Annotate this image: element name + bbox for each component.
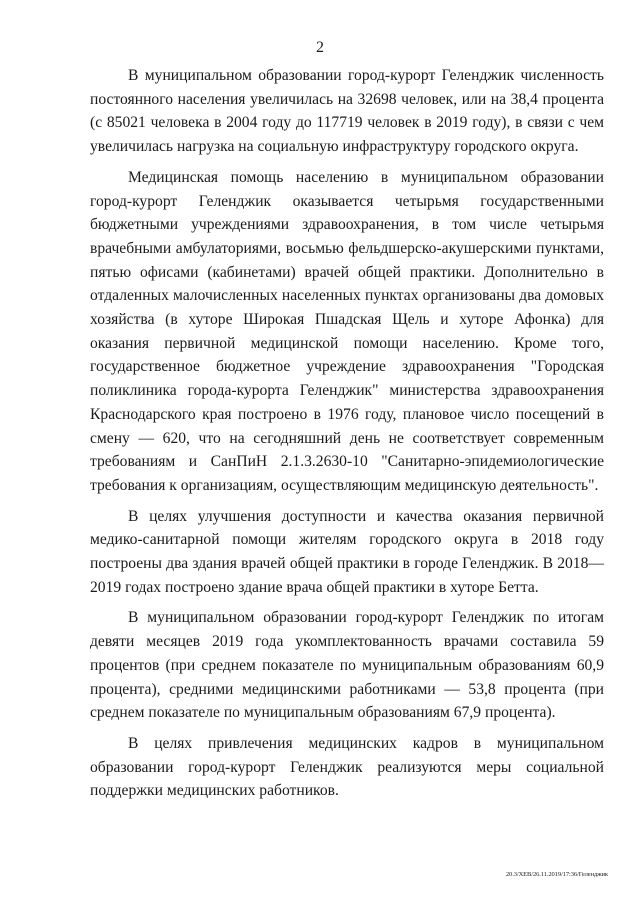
paragraph-social-support: В целях привлечения медицинских кадров в муниципальном образовании город-курорт Геленджик реализуются меры социальной поддержки медицинских работников. — [90, 734, 604, 800]
footer-stamp: 20.3/ХЕВ/26.11.2019/17:36/Геленджик — [505, 871, 608, 878]
paragraph-medical-care: Медицинская помощь населению в муниципальном образовании город-курорт Геленджик оказывается четырьмя государственными бюджетными учреждениями здравоохранения, в том числе четырьмя врачебными амбулаториями, восьмью фельдшерско-акушерскими пунктами, пятью офисами (кабинетами) врачей общей практики. Дополнительно в отдаленных малочисленных населенных пунктах организованы два домовых хозяйства (в хуторе Широкая Пшадская Щель и хуторе Афонка) для оказания первичной медицинской помощи населению. Кроме того, государственное бюджетное учреждение здравоохранения "Городская поликлиника города-курорта Геленджик" министерства здравоохранения Краснодарского края построено в 1976 году, плановое число посещений в смену — 620, что на сегодняшний день не соответствует современным требованиям и СанПиН 2.1.3.2630-10 "Санитарно-эпидемиологические требования к организациям, осуществляющим медицинскую деятельность". — [90, 168, 604, 494]
paragraph-population: В муниципальном образовании город-курорт Геленджик численность постоянного населения увеличилась на 32698 человек, или на 38,4 процента (с 85021 человека в 2004 году до 117719 человек в 2019 году), в связи с чем увеличилась нагрузка на социальную инфраструктуру городского округа. — [90, 67, 604, 156]
page-number: 2 — [316, 39, 324, 56]
paragraph-staffing: В муниципальном образовании город-курорт Геленджик по итогам девяти месяцев 2019 года укомплектованность врачами составила 59 процентов (при среднем показателе по муниципальным образованиям 60,9 процента), средними медицинскими работниками — 53,8 процента (при среднем показателе по муниципальным образованиям 67,9 процента). — [90, 609, 604, 722]
body-text — [90, 64, 604, 803]
paragraph-new-buildings: В целях улучшения доступности и качества оказания первичной медико-санитарной помощи жителям городского округа в 2018 году построены два здания врачей общей практики в городе Геленджик. В 2018—2019 годах построено здание врача общей практики в хуторе Бетта. — [90, 507, 604, 596]
